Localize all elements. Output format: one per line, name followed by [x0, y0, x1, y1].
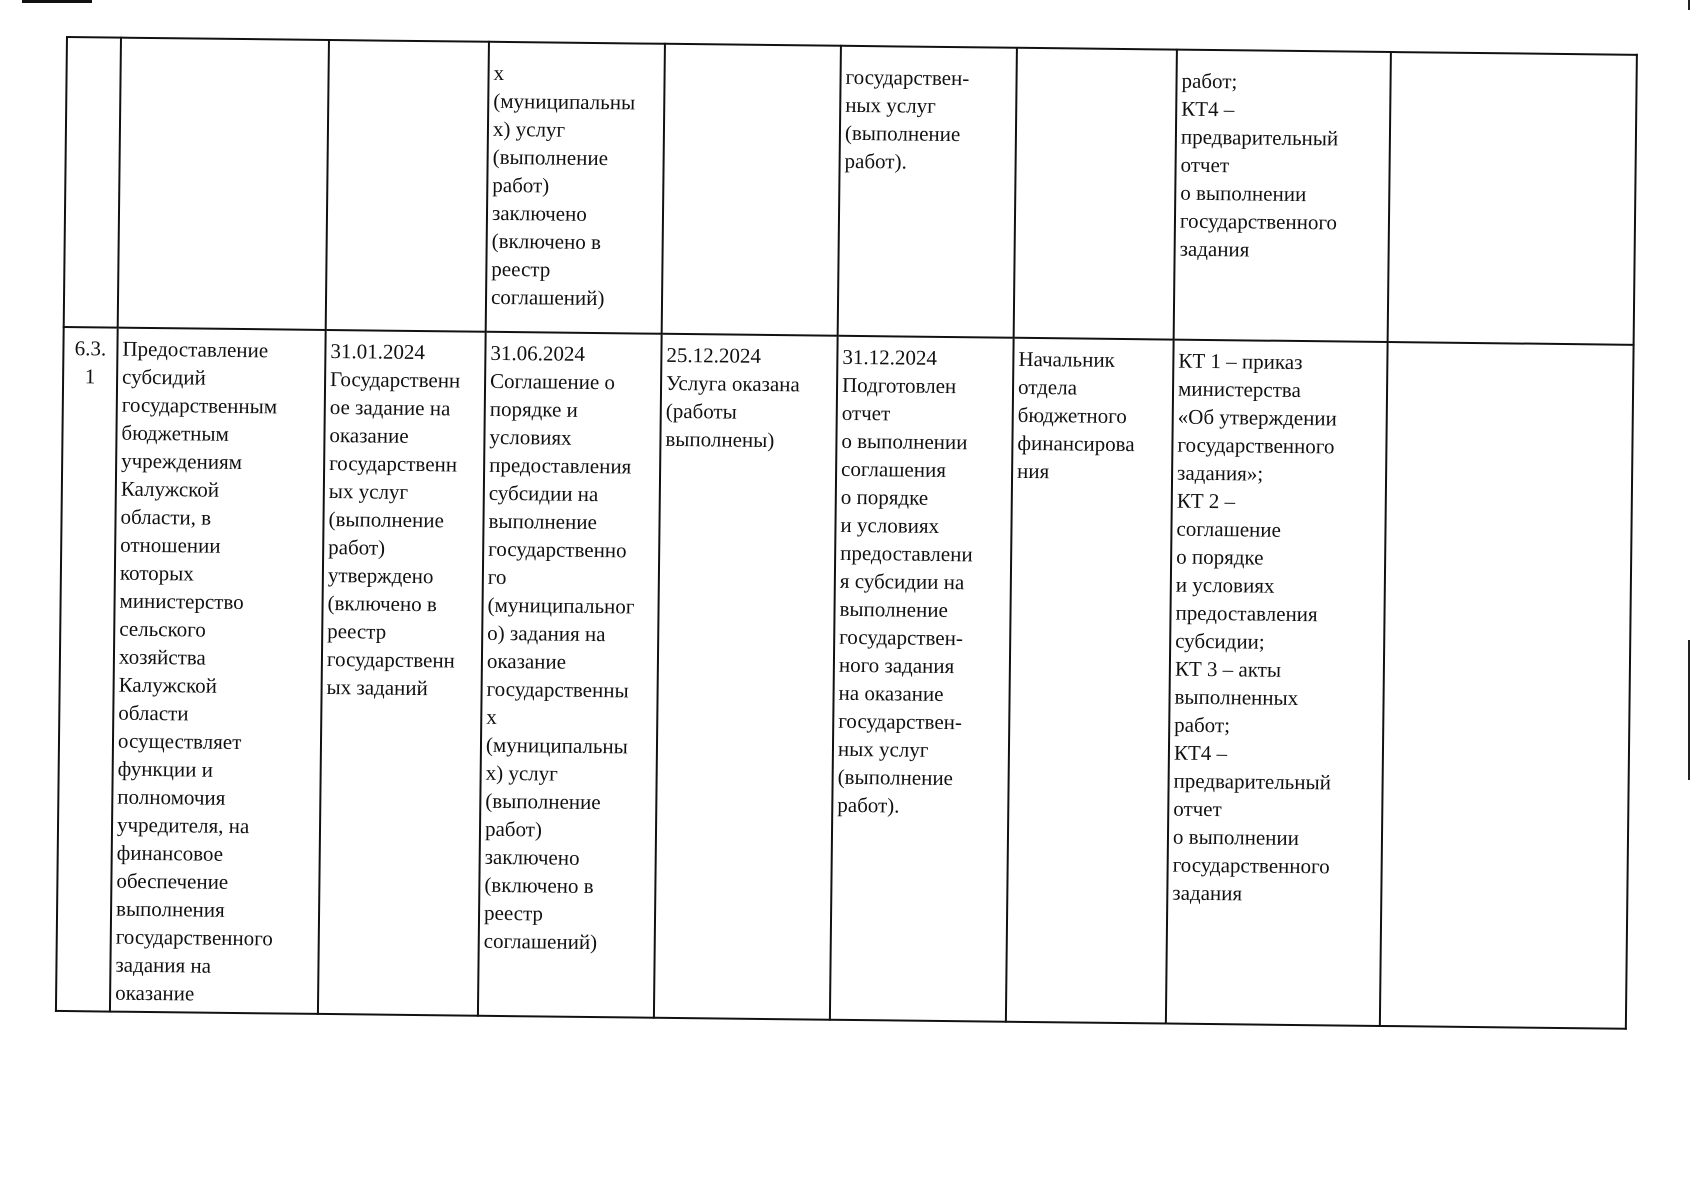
cell-text-line: Калужской	[118, 672, 218, 698]
cell-text-line: на оказание	[838, 680, 944, 706]
cell-text-line: (муниципальны	[485, 732, 629, 759]
cell-text-line: государственного	[1172, 852, 1330, 879]
cell-text-line: ых услуг	[328, 479, 409, 504]
cell-text-line: оказание	[329, 423, 409, 448]
cell-text-line: 31.06.2024	[490, 340, 586, 366]
cell-text-line: предоставления	[1175, 600, 1318, 627]
cell-text-line: области, в	[120, 504, 212, 530]
cell-text-line: бюджетного	[1017, 402, 1127, 429]
cell-text-line: предварительный	[1180, 124, 1339, 151]
cell-text-line: (выполнение	[844, 120, 961, 147]
cell-responsible	[1006, 338, 1174, 1024]
cell-control-point-3	[654, 334, 838, 1020]
cell-text-line: субсидии;	[1175, 628, 1265, 654]
cell-text-line: Начальник	[1018, 346, 1115, 372]
cell-text-line: отчет	[841, 400, 891, 426]
cell-text-line: предоставления	[489, 452, 632, 479]
cell-text-line: КТ4 –	[1173, 740, 1228, 766]
cell-text-line: задания на	[115, 952, 212, 978]
cell-text-line: государствен-	[839, 624, 964, 651]
cell-text-line: предоставлени	[840, 540, 973, 567]
cell-text-line: о выполнении	[1172, 824, 1300, 851]
cell-text-line: ных услуг	[845, 92, 936, 118]
cell-text-line: (выполнение	[328, 507, 444, 533]
document-table	[55, 36, 1638, 1030]
cell-text-line: финансовое	[116, 840, 224, 866]
cell-text-line: обеспечение	[116, 868, 229, 894]
cell-text-line: государственны	[486, 676, 629, 703]
cell-control-point-1	[326, 40, 489, 332]
cell-text-line: выполнение	[839, 596, 949, 623]
cell-text-line: бюджетным	[121, 420, 229, 446]
cell-text-line: ных услуг	[837, 736, 929, 762]
cell-text-line: предварительный	[1173, 768, 1332, 795]
cell-text-line: работ;	[1181, 68, 1238, 94]
cell-text-line: «Об утверждении	[1177, 404, 1338, 431]
cell-text-line: соглашений)	[490, 284, 605, 311]
cell-text-line: хозяйства	[118, 644, 206, 670]
cell-text-line: (выполнение	[485, 788, 601, 815]
cell-text-line: отдела	[1017, 374, 1078, 400]
cell-text-line: выполнение	[488, 508, 597, 535]
cell-text-line: работ).	[837, 792, 900, 818]
cell-text-line: субсидии на	[488, 480, 599, 507]
cell-text-line: работ).	[844, 148, 907, 174]
cell-text-line: министерство	[119, 588, 244, 615]
cell-text-line: реестр	[483, 900, 544, 926]
cell-text-line: министерства	[1177, 376, 1301, 403]
cell-text-line: заключено	[491, 200, 587, 226]
cell-text-line: о) задания на	[487, 620, 606, 647]
cell-text-line: о выполнении	[1180, 180, 1307, 207]
cell-control-point-1	[318, 330, 486, 1016]
cell-text-line: задания	[1179, 236, 1250, 262]
cell-text-line: Государственн	[329, 367, 461, 393]
cell-text-line: Услуга оказана	[665, 370, 800, 397]
scan-corner-mark	[22, 0, 92, 3]
cell-text-line: которых	[119, 560, 194, 586]
cell-text-line: (муниципальны	[493, 88, 636, 115]
cell-number	[56, 327, 118, 1012]
cell-text-line: соглашение	[1176, 516, 1282, 542]
cell-text-line: государственн	[326, 647, 456, 673]
cell-text-line: государственн	[329, 451, 458, 477]
cell-text-line: соглашений)	[483, 928, 598, 955]
cell-text-line: (включено в	[327, 591, 437, 617]
cell-text-line: Соглашение о	[489, 368, 616, 395]
cell-text-line: осуществляет	[117, 728, 242, 755]
cell-text-line: ое задание на	[329, 395, 451, 421]
cell-text-line: 1	[84, 364, 96, 389]
cell-text-line: реестр	[491, 256, 551, 282]
cell-text-line: о порядке	[1176, 544, 1264, 570]
cell-text-line: ых заданий	[326, 674, 428, 701]
cell-extra	[1388, 52, 1637, 345]
cell-text-line: ния	[1016, 458, 1050, 484]
cell-text-line: (муниципальног	[487, 592, 635, 619]
cell-text-line: (работы	[665, 398, 737, 424]
cell-text-line: Калужской	[120, 476, 220, 502]
cell-text-line: работ)	[492, 172, 550, 198]
cell-text-line: КТ 1 – приказ	[1178, 348, 1303, 375]
cell-text-line: государственного	[1179, 208, 1338, 235]
table-row-continuation	[64, 37, 1637, 345]
cell-text-line: учреждениям	[121, 448, 243, 475]
cell-text-line: выполнены)	[665, 426, 775, 453]
cell-text-line: отношении	[120, 532, 221, 558]
cell-text-line: государственного	[115, 924, 273, 951]
cell-text-line: учредителя, на	[116, 812, 250, 839]
cell-text-line: сельского	[119, 616, 206, 642]
cell-text-line: КТ4 –	[1181, 96, 1235, 122]
cell-text-line: 25.12.2024	[666, 342, 762, 368]
cell-documents	[1166, 340, 1388, 1026]
cell-text-line: 31.01.2024	[330, 339, 426, 365]
cell-text-line: го	[487, 564, 507, 590]
cell-text-line: области	[118, 700, 189, 726]
cell-text-line: (включено в	[491, 228, 602, 255]
cell-text-line: х	[493, 60, 505, 85]
cell-text-line: и условиях	[840, 512, 940, 538]
cell-text-line: Предоставление	[122, 336, 269, 363]
scan-edge-mark-top	[1688, 0, 1690, 10]
cell-text-line: задания	[1172, 880, 1243, 906]
cell-control-point-2	[486, 42, 665, 334]
cell-documents	[1174, 50, 1391, 342]
cell-event-name	[110, 328, 326, 1014]
cell-text-line: субсидий	[122, 364, 206, 390]
cell-text-line: оказание	[486, 648, 567, 674]
cell-text-line: государственно	[488, 536, 627, 563]
cell-control-point-4	[838, 46, 1017, 338]
cell-text-line: КТ 2 –	[1176, 488, 1236, 514]
cell-text-line: Подготовлен	[841, 372, 957, 399]
cell-control-point-3	[662, 44, 841, 336]
cell-responsible	[1014, 48, 1177, 340]
cell-text-line: работ;	[1174, 712, 1231, 738]
cell-text-line: я субсидии на	[839, 568, 965, 595]
cell-text-line: государственного	[1177, 432, 1335, 459]
cell-text-line: заключено	[484, 844, 580, 870]
cell-text-line: оказание	[115, 980, 195, 1006]
cell-text-line: х	[486, 704, 497, 729]
cell-event-name	[118, 38, 329, 330]
cell-text-line: финансирова	[1017, 430, 1135, 457]
cell-text-line: х) услуг	[492, 116, 566, 142]
table-row-6-3-1	[56, 327, 1634, 1029]
cell-text-line: отчет	[1180, 152, 1230, 178]
cell-number	[64, 37, 121, 328]
cell-text-line: работ)	[484, 816, 543, 842]
cell-text-line: о порядке	[840, 484, 929, 510]
cell-text-line: 31.12.2024	[842, 344, 938, 370]
cell-text-line: КТ 3 – акты	[1174, 656, 1282, 682]
cell-text-line: выполненных	[1174, 684, 1299, 711]
cell-text-line: государствен-	[845, 64, 970, 91]
cell-text-line: государственным	[121, 392, 278, 419]
cell-text-line: условиях	[489, 424, 572, 450]
cell-control-point-2	[478, 332, 662, 1018]
cell-text-line: функции и	[117, 756, 214, 782]
cell-text-line: задания»;	[1176, 460, 1264, 486]
cell-text-line: (включено в	[484, 872, 594, 899]
cell-text-line: (выполнение	[492, 144, 609, 171]
cell-text-line: утверждено	[327, 563, 434, 589]
cell-text-line: х) услуг	[485, 760, 558, 786]
scan-edge-mark-right	[1688, 640, 1690, 780]
cell-text-line: ного задания	[838, 652, 955, 679]
cell-text-line: государствен-	[838, 708, 963, 735]
cell-text-line: отчет	[1173, 796, 1222, 822]
cell-text-line: полномочия	[117, 784, 226, 810]
cell-extra	[1380, 342, 1634, 1029]
cell-text-line: работ)	[328, 535, 386, 560]
cell-text-line: и условиях	[1175, 572, 1275, 598]
cell-control-point-4	[830, 336, 1014, 1022]
cell-text-line: выполнения	[115, 896, 225, 922]
cell-text-line: (выполнение	[837, 764, 954, 791]
cell-text-line: соглашения	[841, 456, 947, 483]
cell-text-line: о выполнении	[841, 428, 968, 455]
cell-text-line: 6.3.	[74, 336, 107, 361]
cell-text-line: порядке и	[489, 396, 579, 422]
cell-text-line: реестр	[327, 619, 387, 644]
